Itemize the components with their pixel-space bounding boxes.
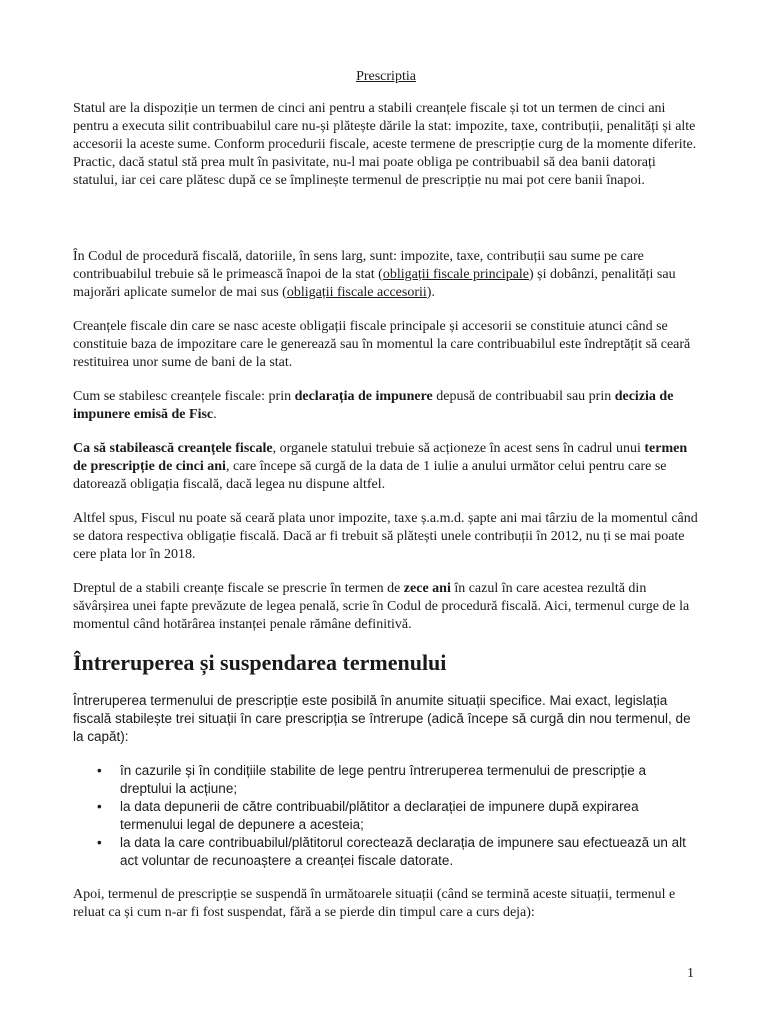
underlined-term-accessory: obligații fiscale accesorii [286,285,427,300]
paragraph-constitution: Creanțele fiscale din care se nasc aceste obligații fiscale principale și accesorii se constituie atunci când se constituie baza de impozitare care le generează sau în momentul la care contribuabilul este îndreptățit să ceară restituirea unor sume de bani de la stat. [73,319,691,370]
list-item [73,834,699,870]
paragraph-five-year-term [73,440,699,494]
text-run: în cazul în care acestea rezultă din săvârșirea unei fapte prevăzute de legea penală, scrie în Codul de procedură fiscală. Aici, termenul curge de la momentul când hotărârea instanței penale rămâne definitivă. [73,581,690,632]
text-run: Dreptul de a stabili creanțe fiscale se prescrie în termen de [73,581,404,596]
bullet-icon: • [97,799,102,814]
text-run: , organele statului trebuie să acționeze în acest sens în cadrul unui [272,441,645,456]
text-run: Cum se stabilesc creanțele fiscale: prin [73,389,295,404]
list-item-text: în cazurile și în condițiile stabilite de lege pentru întreruperea termenului de prescripție a dreptului la acțiune; [120,763,647,796]
bold-term-prescription: termen de prescripție de cinci ani [73,441,688,474]
page-number: 1 [687,966,694,981]
paragraph-gap [73,206,699,248]
text-run: depusă de contribuabil sau prin [432,389,615,404]
text-run: În Codul de procedură fiscală, datoriile, în sens larg, sunt: impozite, taxe, contribuții sau sume pe care contribuabilul trebuie să le primească înapoi de la stat ( [73,249,644,282]
underlined-term-principal: obligații fiscale principale [382,267,530,282]
bold-term-declaration: declarația de impunere [294,389,433,404]
list-item-text: la data depunerii de către contribuabil/plătitor a declarației de impunere după expirarea termenului legal de depunere a acesteia; [120,799,639,832]
paragraph-suspension: Apoi, termenul de prescripție se suspendă în următoarele situații (când se termină aceste situații, termenul e reluat ca și cum n-ar fi fost suspendat, fără a se pierde din timpul care a curs deja): [73,887,676,920]
list-item-text: la data la care contribuabilul/plătitorul corectează declarația de impunere sau efectuează un alt act voluntar de recunoaștere a creanței fiscale datorate. [120,835,686,868]
section-heading: Întreruperea și suspendarea termenului [73,650,447,675]
paragraph-intro: Statul are la dispoziție un termen de cinci ani pentru a stabili creanțele fiscale și tot un termen de cinci ani pentru a executa silit contribuabilul care nu-și plătește dările la stat: impozite, taxe, contribuții, penalități și alte accesorii la aceste sume. Conform procedurii fiscale, aceste termene de prescripție curg de la momente diferite. Practic, dacă statul stă prea mult în pasivitate, nu-l mai poate obliga pe contribuabil să dea banii datorați statului, iar cei care plătesc după ce se împlinește termenul de prescripție nu mai pot cere banii înapoi. [73,101,697,188]
list-item [73,798,699,834]
text-run: . [213,407,217,422]
text-run: ) și dobânzi, penalități sau majorări aplicate sumelor de mai sus ( [73,267,676,300]
bold-term-establish: Ca să stabilească creanțele fiscale [73,441,273,456]
paragraph-ten-years [73,580,699,634]
text-run: , care începe să curgă de la data de 1 iulie a anului următor celui pentru care se datorează obligația fiscală, dacă legea nu dispune altfel. [73,459,667,492]
paragraph-obligations [73,248,699,302]
text-run: ). [426,285,435,300]
document-title: Prescriptia [356,69,416,84]
bold-term-ten-years: zece ani [403,581,451,596]
document-body [73,68,699,938]
paragraph-example: Altfel spus, Fiscul nu poate să ceară plata unor impozite, taxe ș.a.m.d. șapte ani mai târziu de la momentul când se datora respectiva obligație fiscală. Dacă ar fi trebuit să plătești unele contribuții în 2012, nu ți se mai poate cere plata lor în 2018. [73,511,698,562]
interruption-list [73,762,699,870]
bullet-icon: • [97,763,102,778]
paragraph-interruption: Întreruperea termenului de prescripție este posibilă în anumite situații specifice. Mai exact, legislația fiscală stabilește trei situații în care prescripția se întrerupe (adică începe să curgă din nou termenul, de la capăt): [73,693,691,744]
bold-term-decision: decizia de impunere emisă de Fisc [73,389,674,422]
list-item [73,762,699,798]
bullet-icon: • [97,835,102,850]
paragraph-how-established [73,388,699,424]
